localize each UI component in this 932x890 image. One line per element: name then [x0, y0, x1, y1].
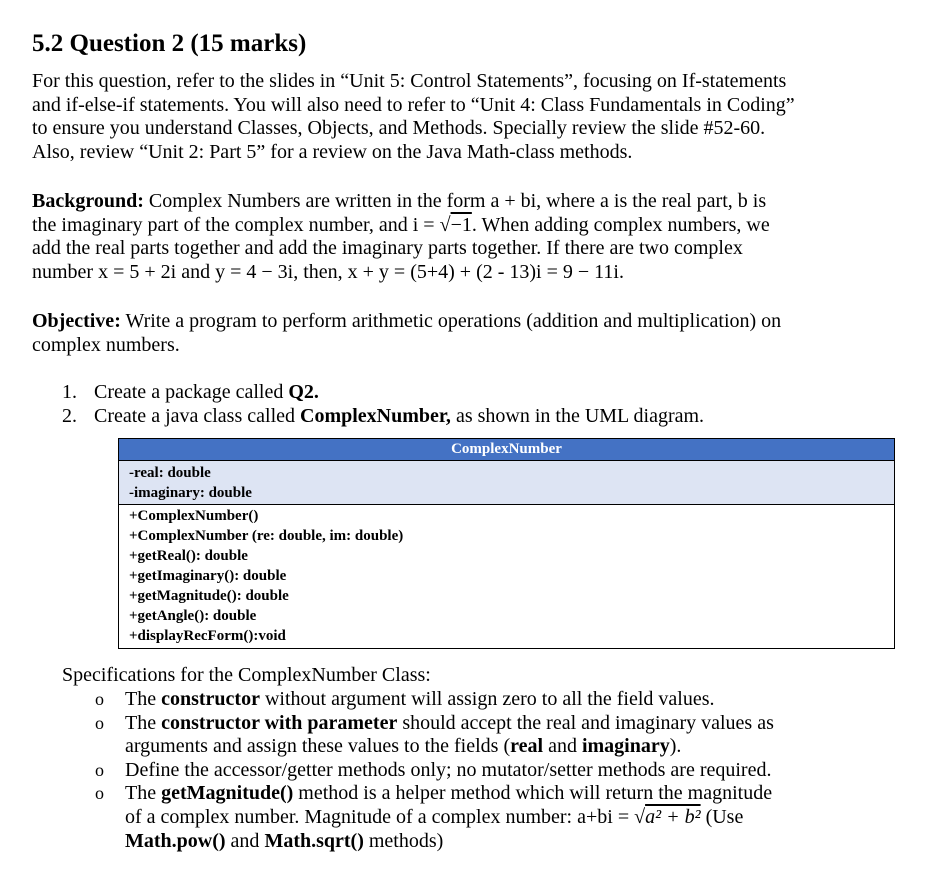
question-heading: 5.2 Question 2 (15 marks)	[32, 30, 307, 57]
step-number: 1.	[62, 381, 77, 403]
spec-text: The	[125, 782, 162, 805]
spec-text: of a complex number. Magnitude of a complex number: a+bi = √	[125, 805, 646, 828]
spec-text: The	[125, 688, 162, 710]
uml-method: +getMagnitude(): double	[129, 588, 289, 604]
list-item	[95, 759, 774, 783]
step-bold-text: ComplexNumber,	[300, 405, 451, 427]
list-item	[62, 404, 704, 428]
bullet-icon: o	[95, 689, 104, 709]
spec-text: ).	[669, 735, 682, 758]
specifications-list	[95, 688, 774, 853]
spec-text: should accept the real and imaginary values as	[397, 711, 774, 734]
background-text: add the real parts together and add the imaginary parts together. If there are two complex	[32, 237, 743, 259]
sqrt-expression: a² + b²	[645, 805, 701, 828]
spec-text: and	[543, 735, 582, 758]
spec-bold-text: constructor	[161, 688, 260, 710]
spec-text: The	[125, 711, 162, 734]
background-label: Background:	[32, 190, 144, 212]
spec-bold-text: imaginary	[581, 735, 670, 758]
step-text: Create a java class called	[94, 405, 300, 427]
step-bold-text: Q2.	[288, 381, 319, 403]
spec-text: Define the accessor/getter methods only; no mutator/setter methods are required.	[125, 758, 772, 781]
uml-method: +getReal(): double	[129, 548, 248, 564]
uml-class-name: ComplexNumber	[119, 439, 894, 461]
spec-text: (Use	[700, 805, 744, 828]
uml-methods	[119, 505, 894, 648]
spec-bold-text: Math.pow()	[125, 829, 226, 852]
uml-method: +getAngle(): double	[129, 608, 257, 624]
step-number: 2.	[62, 405, 77, 427]
list-item	[62, 380, 704, 404]
background-text: the imaginary part of the complex number, and i = √	[32, 213, 451, 236]
list-item	[95, 688, 774, 712]
objective-text: Write a program to perform arithmetic operations (addition and multiplication) on	[120, 310, 782, 332]
spec-text: and	[225, 829, 265, 852]
spec-bold-text: getMagnitude()	[161, 782, 294, 805]
intro-paragraph	[32, 70, 912, 164]
intro-line: Also, review “Unit 2: Part 5” for a review on the Java Math-class methods.	[32, 140, 633, 163]
spec-bold-text: Math.sqrt()	[264, 829, 364, 852]
objective-paragraph	[32, 310, 912, 357]
background-text: Complex Numbers are written in the form a + bi, where a is the real part, b is	[143, 190, 767, 212]
step-text: as shown in the UML diagram.	[450, 405, 705, 427]
uml-attribute: -imaginary: double	[129, 485, 252, 501]
uml-method: +getImaginary(): double	[129, 568, 287, 584]
background-example: number x = 5 + 2i and y = 4 − 3i, then, x + y = (5+4) + (2 - 13)i = 9 − 11i.	[32, 260, 624, 283]
uml-method: +ComplexNumber (re: double, im: double)	[129, 528, 404, 544]
list-item	[95, 782, 774, 853]
uml-attributes	[119, 461, 894, 505]
bullet-icon: o	[95, 783, 104, 804]
step-text: Create a package called	[94, 381, 289, 403]
background-text: . When adding complex numbers, we	[471, 213, 770, 236]
bullet-icon: o	[95, 759, 104, 780]
intro-line: For this question, refer to the slides in “Unit 5: Control Statements”, focusing on If-statements	[32, 70, 787, 92]
background-paragraph	[32, 190, 912, 284]
intro-line: and if-else-if statements. You will also need to refer to “Unit 4: Class Fundamentals in Coding”	[32, 93, 795, 116]
specifications-title: Specifications for the ComplexNumber Class:	[62, 664, 431, 686]
spec-bold-text: constructor with parameter	[161, 711, 398, 734]
uml-attribute: -real: double	[129, 465, 211, 481]
spec-bold-text: real	[510, 735, 544, 758]
uml-method: +displayRecForm():void	[129, 628, 286, 644]
spec-text: arguments and assign these values to the fields (	[125, 735, 511, 758]
spec-text: methods)	[363, 829, 444, 852]
uml-method: +ComplexNumber()	[129, 508, 259, 524]
steps-list	[62, 380, 704, 428]
uml-class-diagram	[118, 438, 895, 649]
spec-text: method is a helper method which will return the magnitude	[293, 782, 773, 805]
spec-text: without argument will assign zero to all the field values.	[259, 688, 715, 710]
objective-label: Objective:	[32, 310, 121, 332]
bullet-icon: o	[95, 712, 104, 733]
objective-text: complex numbers.	[32, 333, 180, 356]
list-item	[95, 712, 774, 759]
intro-line: to ensure you understand Classes, Objects, and Methods. Specially review the slide #52-60.	[32, 117, 766, 139]
sqrt-expression: −1	[450, 213, 472, 236]
